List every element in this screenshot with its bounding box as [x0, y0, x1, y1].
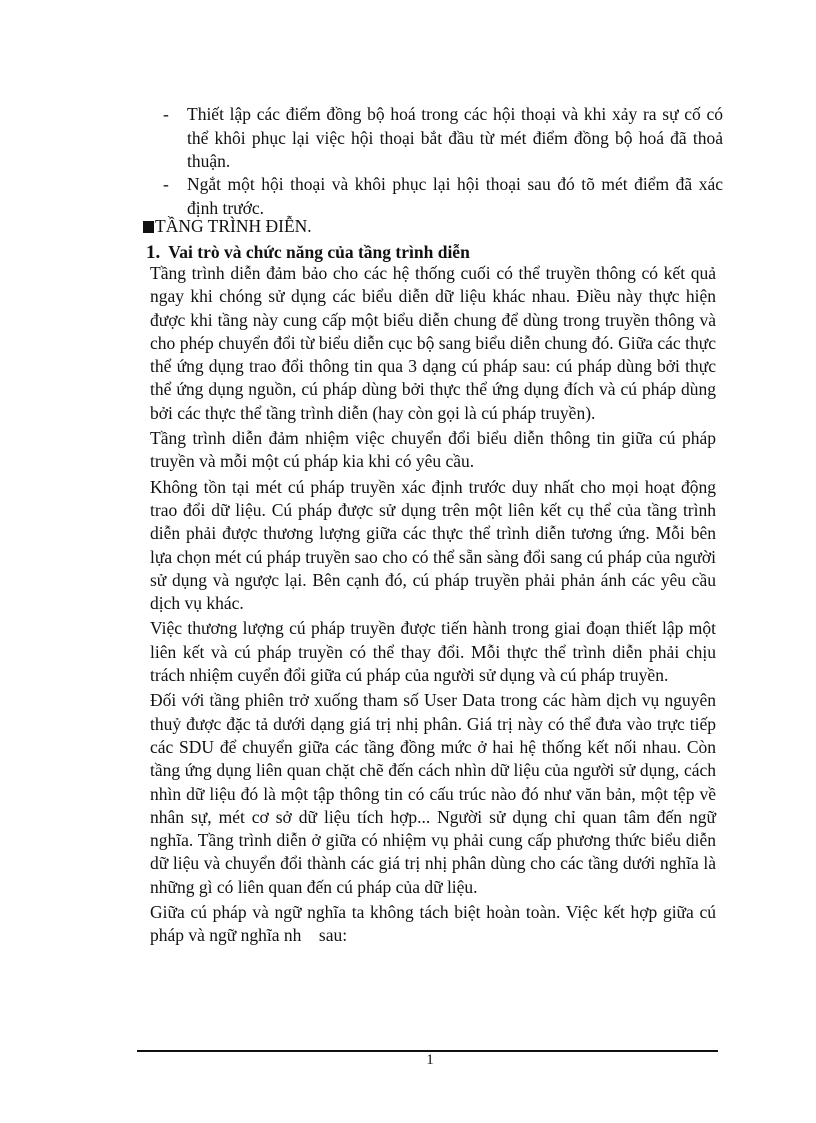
paragraph: Không tồn tại mét cú pháp truyền xác định trước duy nhất cho mọi hoạt động trao đổi dữ liệu. Cú pháp được sử dụng trên một liên kết cụ thể của tầng trình diễn phải được thương lượng giữa các thực thể trình diễn tương ứng. Mỗi bên lựa chọn mét cú pháp truyền sao cho có thể sẵn sàng đổi sang cú pháp của người sử dụng và ngược lại. Bên cạnh đó, cú pháp truyền phải phản ánh các yêu cầu dịch vụ khác. — [150, 476, 716, 614]
section-heading — [143, 215, 312, 238]
bullet-item — [163, 173, 723, 220]
paragraph: Việc thương lượng cú pháp truyền được tiến hành trong giai đoạn thiết lập một liên kết và cú pháp truyền có thể thay đổi. Mỗi thực thể trình diễn phải chịu trách nhiệm cuyển đổi giữa cú pháp của người sử dụng và cú pháp truyền. — [150, 618, 716, 686]
subsection-number: 1. — [146, 242, 161, 263]
bullet-dash: - — [163, 104, 169, 124]
bullet-text: Thiết lập các điểm đồng bộ hoá trong các hội thoại và khi xảy ra sự cố có thể khôi phục lại việc hội thoại bắt đầu từ mét điểm đồng bộ hoá đã thoả thuận. — [187, 104, 723, 171]
body-text — [150, 262, 721, 950]
paragraph: Tầng trình diễn đảm bảo cho các hệ thống cuối có thể truyền thông có kết quả ngay khi chóng sử dụng các biểu diễn dữ liệu khác nhau. Điều này thực hiện được khi tầng này cung cấp một biểu diễn chung để dùng trong truyền thông và cho phép chuyển đổi từ biểu diễn cục bộ sang biểu diễn chung đó. Giữa các thực thể ứng dụng trao đổi thông tin qua 3 dạng cú pháp sau: cú pháp dùng bởi thực thể ứng dụng nguồn, cú pháp dùng bởi thực thể ứng dụng đích và cú pháp dùng bởi các thực thể tầng trình diễn (hay còn gọi là cú pháp truyền). — [150, 263, 716, 423]
bullet-text: Ngắt một hội thoại và khôi phục lại hội thoại sau đó tõ mét điểm đã xác định trước. — [187, 174, 723, 218]
section-title: TẦNG TRÌNH ĐIỄN. — [155, 216, 312, 236]
bullet-item — [163, 103, 723, 174]
page-number: 1 — [426, 1052, 434, 1068]
square-bullet-icon — [143, 221, 154, 233]
paragraph: Tầng trình diễn đảm nhiệm việc chuyển đổi biểu diễn thông tin giữa cú pháp truyền và mỗi một cú pháp kia khi có yêu cầu. — [150, 428, 716, 472]
paragraph: Đối với tầng phiên trở xuống tham số User Data trong các hàm dịch vụ nguyên thuỷ được đặc tả dưới dạng giá trị nhị phân. Giá trị này có thể đưa vào trực tiếp các SDU để chuyển giữa các tầng đồng mức ở hai hệ thống kết nối nhau. Còn tầng ứng dụng liên quan chặt chẽ đến cách nhìn dữ liệu của người sử dụng, cách nhìn dữ liệu đó là một tập thông tin có cấu trúc nào đó như văn bản, một tệp về nhân sự, mét cơ sở dữ liệu tích hợp... Người sử dụng chỉ quan tâm đến ngữ nghĩa. Tầng trình diễn ở giữa có nhiệm vụ phải cung cấp phương thức biểu diễn dữ liệu và chuyển đổi thành các giá trị nhị phân dùng cho các tầng dưới nghĩa là những gì có liên quan đến cú pháp của dữ liệu. — [150, 690, 716, 897]
bullet-dash: - — [163, 174, 169, 194]
paragraph: Giữa cú pháp và ngữ nghĩa ta không tách biệt hoàn toàn. Việc kết hợp giữa cú pháp và ngữ nghĩa nh sau: — [150, 902, 721, 946]
subsection-title: Vai trò và chức năng của tầng trình diễn — [168, 242, 470, 262]
